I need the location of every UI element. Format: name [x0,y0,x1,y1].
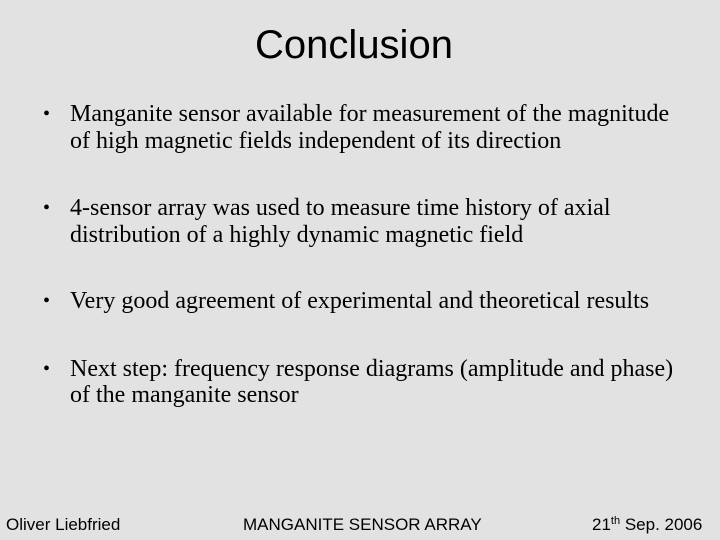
bullet-icon: • [43,197,51,219]
footer-date-suffix: th [610,515,621,527]
slide-title: Conclusion [255,23,453,67]
bullet-list [42,101,692,450]
bullet-text: Next step: frequency response diagrams (amplitude and phase) of the manganite sensor [70,355,674,408]
bullet-icon: • [43,103,51,125]
bullet-text: Very good agreement of experimental and theoretical results [70,288,650,314]
bullet-item [42,356,692,409]
bullet-text: Manganite sensor available for measurement of the magnitude of high magnetic fields independent of its direction [70,101,670,154]
footer-date [592,514,702,536]
bullet-item [42,288,692,315]
bullet-item [42,101,692,154]
bullet-icon: • [43,357,51,380]
bullet-text: 4-sensor array was used to measure time history of axial distribution of a highly dynamic magnetic field [70,195,611,248]
bullet-icon: • [43,290,51,312]
bullet-item [42,195,692,248]
footer-author: Oliver Liebfried [6,515,121,534]
footer-date-rest: Sep. 2006 [620,515,703,534]
footer-date-day: 21 [592,515,611,534]
footer-topic: MANGANITE SENSOR ARRAY [243,515,482,534]
